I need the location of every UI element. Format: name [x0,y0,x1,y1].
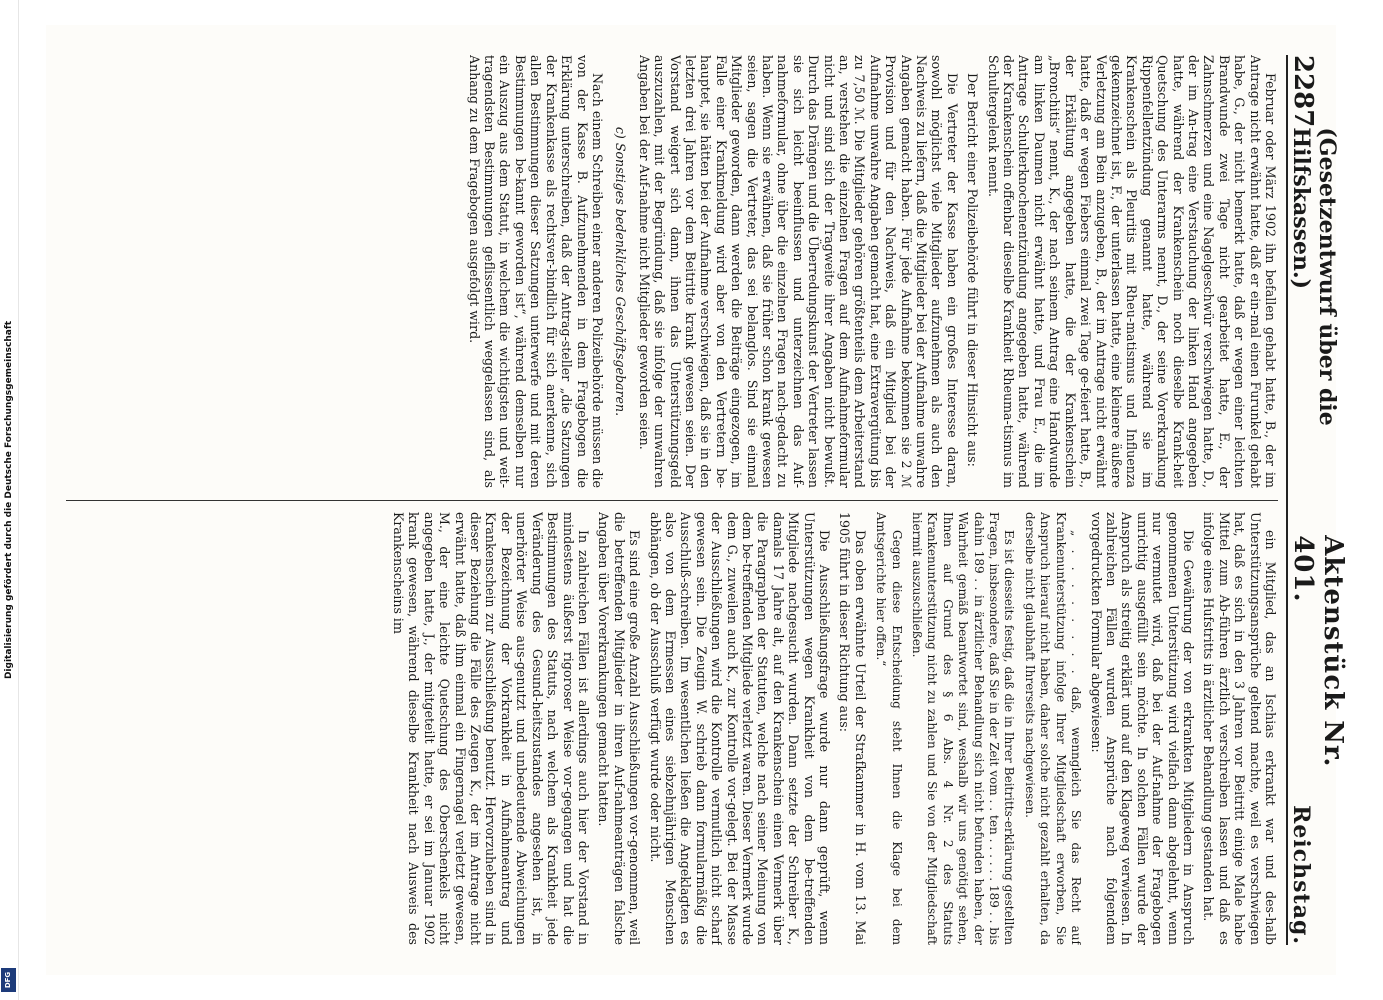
dfg-logo: DFG [1,968,16,992]
paragraph: In zahlreichen Fällen ist allerdings auch hier der Vorstand in mindestens äußerst rigoroser Weise vor-gegangen und hat die Bestimmungen des Statuts, nach welchem als Krankheit jede Veränderung des Gesund-heitszustandes angesehen ist, in unerhörter Weise aus-genutzt und unbedeutende Abweichungen der Bezeichnung der Vorkrankheit in Aufnahmeantrag und Krankenschein zur Ausschließung benutzt. Hervorzuheben sind in dieser Beziehung die Fälle des Zeugen K., der im Antrage nicht erwähnt hatte, daß ihm einmal ein Fingernagel verletzt gewesen, M., der eine leichte Quetschung des Oberschenkels nicht angegeben hatte, J., der mitgeteilt hatte, er sei im Januar 1902 krank gewesen, während dieselbe Krankheit nach Ausweis des Krankenscheins im [391,512,591,945]
right-column [66,55,1278,488]
paragraph: Der Bericht einer Polizeibehörde führt in dieser Hinsicht aus: [965,73,981,467]
page-header [1286,55,1348,945]
page-number: 2287 [1288,55,1318,128]
paragraph: Nach einem Schreiben einer anderen Polizeibehörde müssen die von der Kasse B. Aufzunehmenden in dem Fragebogen die Erklärung unterschreiben, daß der Antrag-steller „die Satzungen der Krankenkasse als rechtsver-bindlich für sich anerkenne, sich allen Bestimmungen dieser Satzungen unterwerfe und mit deren Bestimmungen be-kannt geworden ist“, während demselben nur ein Auszug aus dem Statut, in welchem die wichtigsten und weit-tragendsten Bestimmungen geflissentlich weggelassen sind, als Anhang zu dem Fragebogen ausgefolgt wird. [466,55,605,488]
paragraph: Es sind eine große Anzahl Ausschließungen vor-genommen, weil die betreffenden Mitglieder in ihren Auf-nahmeanträgen falsche Angaben über Vorerkrankungen gemacht hatten. [596,512,643,945]
quoted-form-text: „ . . . . . . . . daß, wenngleich Sie das Recht auf Krankenunterstützung infolge Ihrer Mitgliedschaft erworben, Sie Anspruch hierauf nicht haben, daher solche nicht gezahlt erhalten, da derselbe nicht glaubhaft Ihrerseits nachgewiesen. [1022,512,1084,945]
quoted-form-text: Gegen diese Entscheidung steht Ihnen die Klage bei dem Amtsgerichte hier offen.“ [874,512,904,945]
paragraph: Das oben erwähnte Urteil der Strafkammer in H. vom 13. Mai 1905 führt in dieser Richtung aus: [837,512,868,945]
left-column [66,512,1278,945]
scanned-page [46,25,1348,975]
digitization-credit-text: Digitalisierung gefördert durch die Deutsche Forschungsgemeinschaft [4,320,14,680]
text-columns [66,55,1278,945]
header-document-number: Aktenstück Nr. 401. [1288,535,1348,768]
paragraph: Die Gewährung der von erkrankten Mitgliedern in Anspruch genommenen Unterstützung wird vielfach dann abgelehnt, wenn nur vermutet wird, daß bei der Auf-nahme der Fragebogen unrichtig ausgefüllt sein möchte. In solchen Fällen wurde der Anspruch als streitig erklärt und auf den Klageweg verwiesen. In zahlreichen Fällen wurden Ansprüche nach folgendem vorgedruckten Formular abgewiesen: [1088,512,1196,945]
paragraph: Februar oder März 1902 ihn befallen gehabt hatte, B., der im Antrage nicht erwähnt hatte, daß er ein-mal einen Furunkel gehabt habe, G., der nicht bemerkt hatte, daß er wegen einer leichten Brandwunde zwei Tage nicht gearbeitet hatte, E., der Zahnschmerzen und eine Nagelgeschwür verschwiegen hatte, D., der im An-trag eine Verstauchung der linken Hand angegeben hatte, während der Krankenschein noch dieselbe Krank-heit Quetschung des Unterarms nennt, D., der seine Vorerkrankung Rippenfellentzündung genannt hatte, während sie im Krankenschein als Pleuritis mit Rheu-matismus und Influenza gekennzeichnet ist, F., der unterlassen hatte, eine kleinere äußere Verletzung am Bein anzugeben, B., der im Antrage nicht erwähnt hatte, daß er wegen Fiebers einmal zwei Tage ge-feiert hatte, B., der Erkältung angegeben hatte, die der Krankenschein „Bronchitis“ nennt, K., der nach seinem Antrag eine Handwunde am linken Daumen nicht erwähnt hatte, und Frau E., die im Antrage Schulterknochenentzündung angegeben hatte, während der Krankenschein offenbar dieselbe Krankheit Rheuma-tismus im Schultergelenk nennt. [985,55,1278,488]
header-title: (Gesetzentwurf über die Hilfskassen.) [1288,127,1340,426]
paragraph: Die Vertreter der Kasse haben ein großes Interesse daran, sowohl möglichst viele Mitglieder aufzunehmen als auch den Nachweis zu liefern, daß die Mitglieder bei der Aufnahme unwahre Angaben gemacht haben. Für jede Aufnahme bekommen sie 2 ℳ Provision und für den Nachweis, daß ein Mitglied bei der Aufnahme unwahre Angaben gemacht hat, eine Extravergütung bis zu 7,50 ℳ. Die Mitglieder gehören größtenteils dem Arbeiterstand an, verstehen die einzelnen Fragen auf dem Aufnahmeformular nicht und sind sich der Tragweite ihrer Angaben nicht bewußt. Durch das Drängen und die Überredungskunst der Vertreter lassen sie sich leicht beeinflussen und unterzeichnen das Auf-nahmeformular, ohne über die einzelnen Fragen nach-gedacht zu haben. Wenn sie erwähnen, daß sie früher schon krank gewesen seien, sagen die Vertreter, das sei belanglos. Sind sie einmal Mitglieder geworden, dann werden die Beiträge eingezogen, im Falle einer Krankmeldung wird aber von den Vertretern be-hauptet, sie hätten bei der Aufnahme verschwiegen, daß sie in den letzten drei Jahren vor dem Beitritte krank gewesen seien. Der Vorstand weigert sich dann, ihnen das Unterstützungsgeld auszuzahlen, mit der Begründung, daß sie infolge der unwahren Angaben bei der Auf-nahme nicht Mitglieder geworden seien. [636,55,960,488]
paragraph: Die Ausschließungsfrage wurde nur dann geprüft, wenn Unterstützungen wegen Krankheit von dem be-treffenden Mitgliede nachgesucht wurden. Dann setzte der Schreiber K., damals 17 Jahre alt, auf den Krankenschein einen Vermerk über die Paragraphen der Statuten, welche nach seiner Meinung von dem be-treffenden Mitgliede verletzt waren. Dieser Vermerk wurde dem G., zuweilen auch K., zur Kontrolle vor-gelegt. Bei der Masse der Ausschließungen wird die Kontrolle vermutlich nicht scharf gewesen sein. Die Zeugin W. schrieb dann formularmäßig die Ausschluß-schreiben. Im wesentlichen ließen die Angeklagten es also von dem Ermessen eines siebzehnjährigen Menschen abhängen, ob der Ausschluß verfügt wurde oder nicht. [647,512,833,945]
section-subheading: c) Sonstiges bedenkliches Geschäftsgebaren. [613,126,629,417]
quoted-form-text: Es ist diesseits festig, daß die in Ihrer Beitritts-erklärung gestellten Fragen, insbesondere, daß Sie in der Zeit vom . . ten . . . . . . 189 . . bis dahin 189 . . in ärztlicher Behandlung sich nicht befunden haben, der Wahrheit gemäß beantwortet sind, weshalb wir uns genötigt sehen, Ihnen auf Grund des § 6 Abs. 4 Nr. 2 des Statuts Krankenunterstützung nicht zu zahlen und Sie von der Mitgliedschaft hiermit auszuschließen. [910,512,1017,945]
header-reichstag: Reichstag. [1288,805,1314,945]
paragraph: ein Mitglied, das an Ischias erkrankt war und des-halb Unterstützungsansprüche geltend machte, weil es verschwiegen hat, daß es sich in den 3 Jahren vor Beitritt einige Male habe Mittel zum Ab-führen ärztlich verschreiben lassen und daß es infolge eines Hufstritts in ärztlicher Behandlung gestanden hat. [1201,512,1278,945]
digitization-credit-strip [0,0,19,1000]
